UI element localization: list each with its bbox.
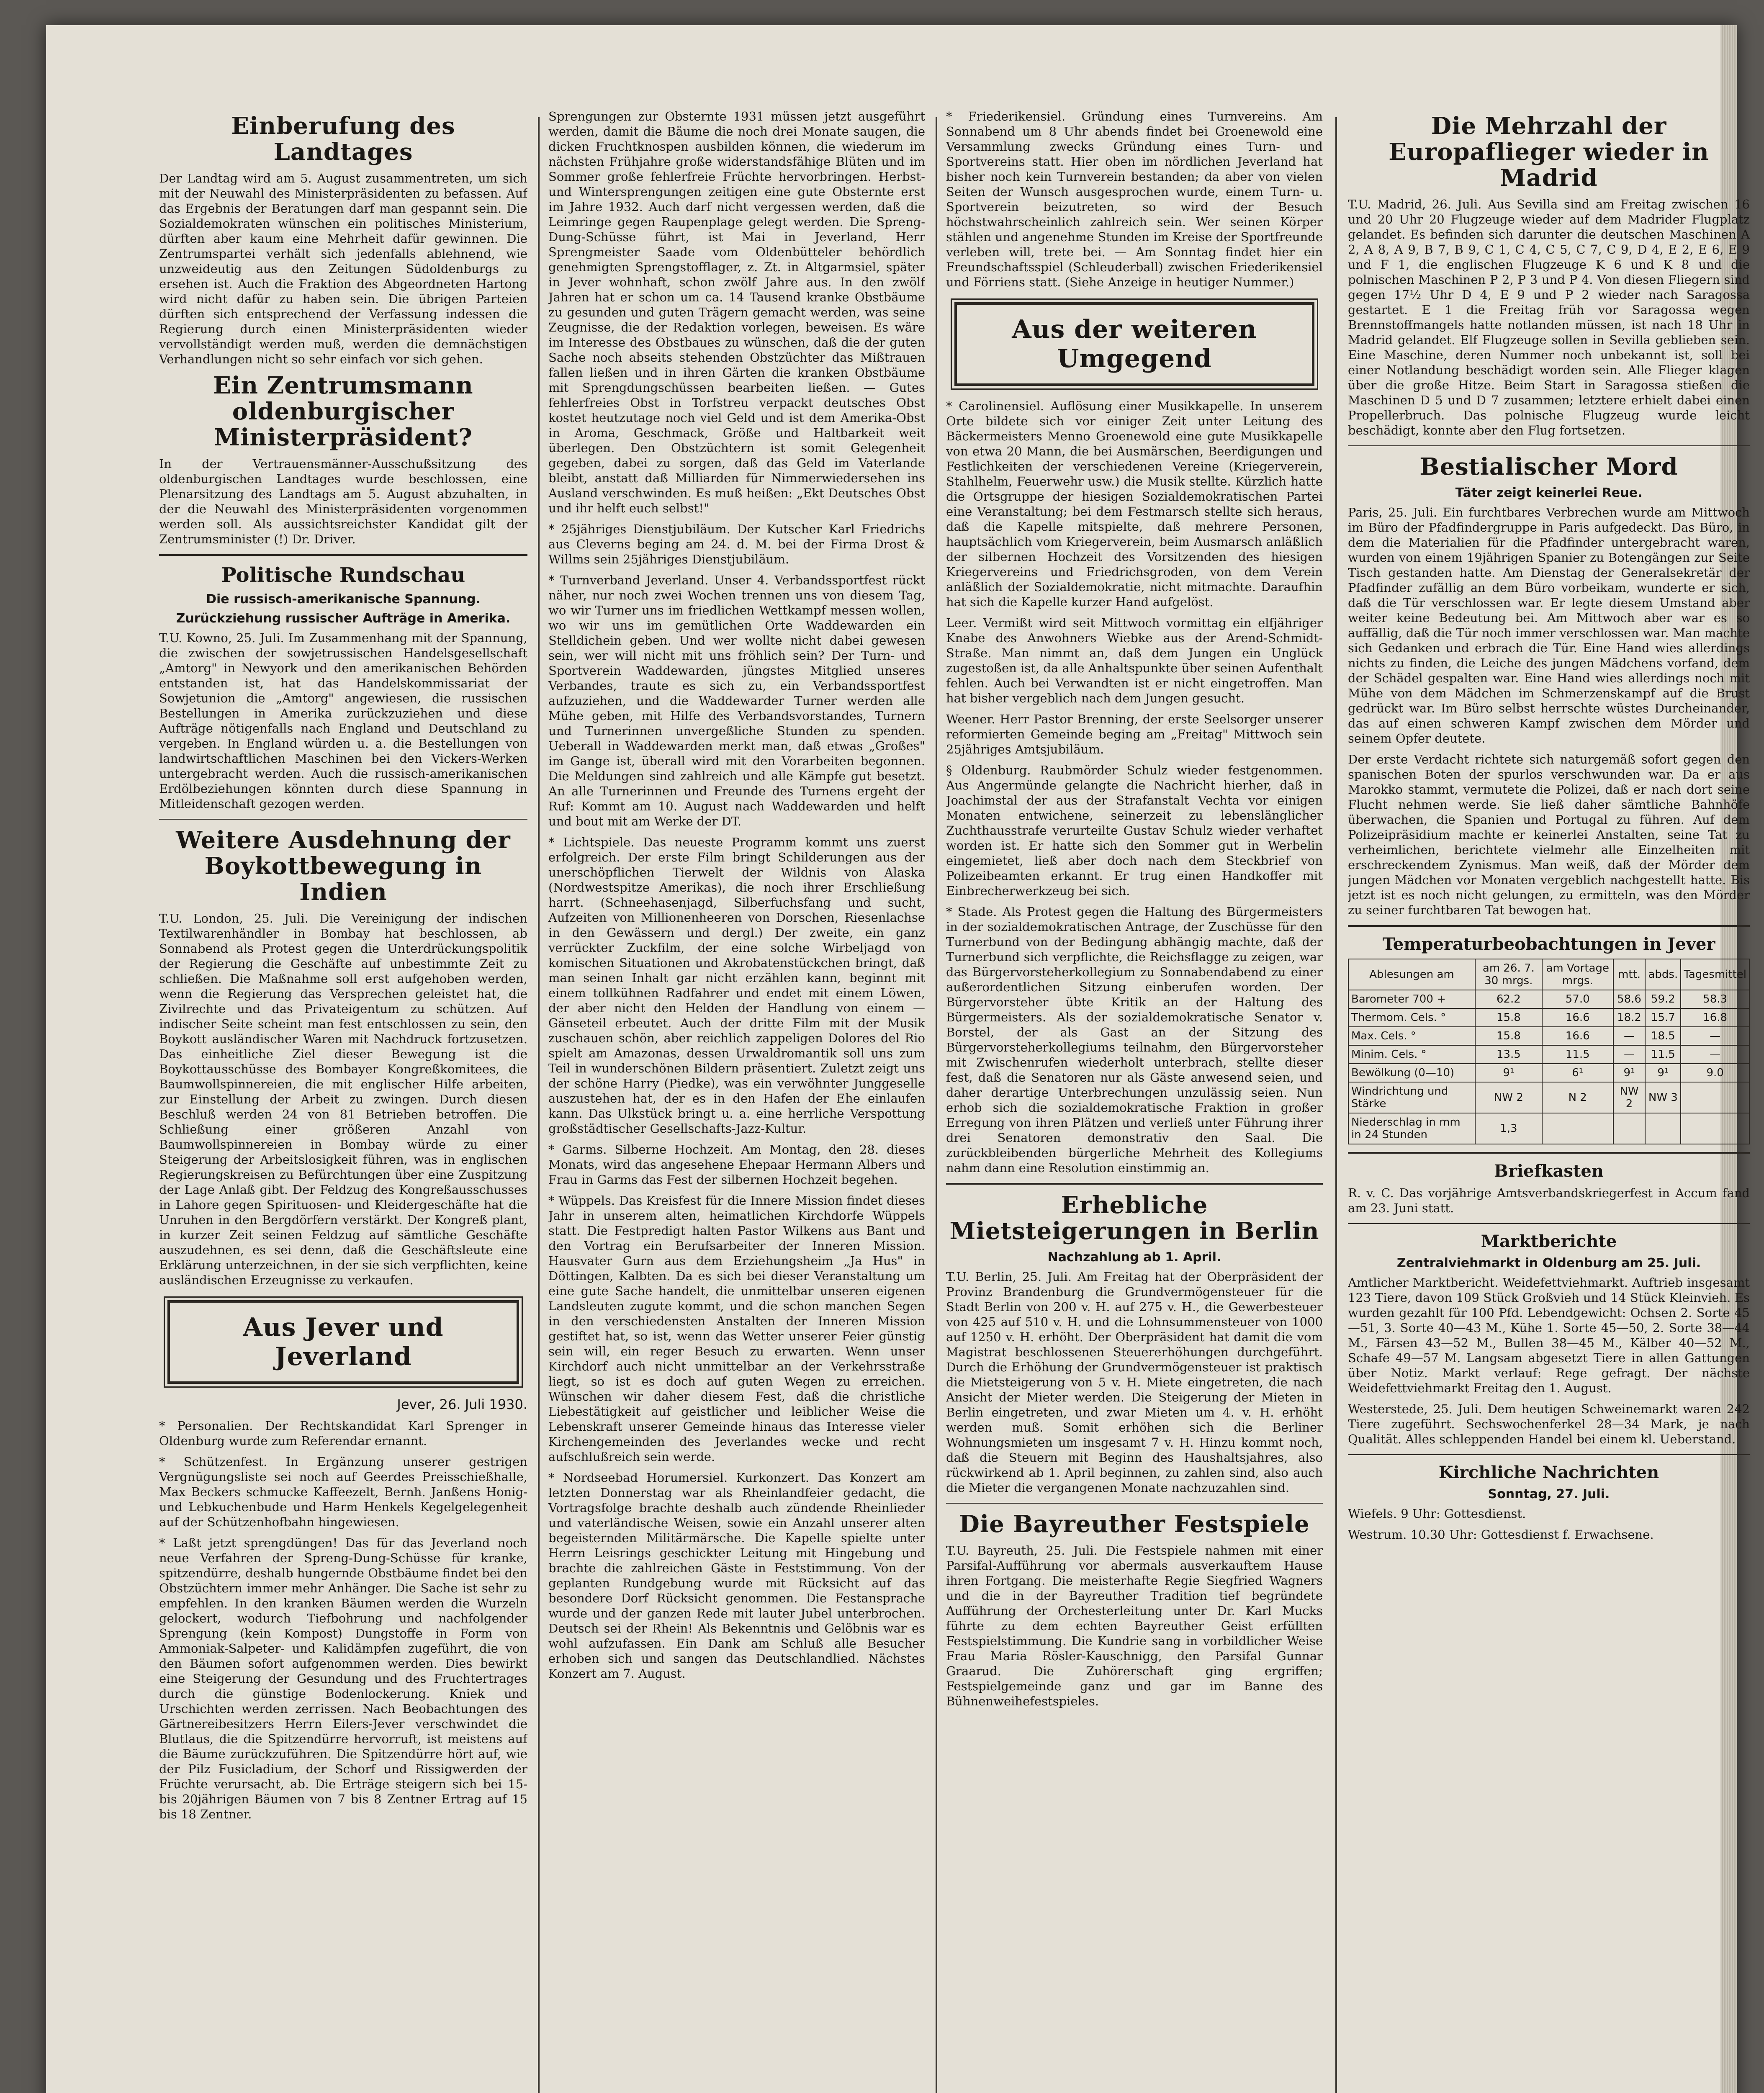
table-row: [1348, 1008, 1749, 1027]
table-cell: —: [1613, 1027, 1646, 1045]
article-garms: * Garms. Silberne Hochzeit. Am Montag, den 28. dieses Monats, wird das angesehene Ehepaar Hermann Albers und Frau in Garms das Fest der silbernen Hochzeit begehen.: [548, 1142, 925, 1187]
table-header-cell: abds.: [1645, 959, 1681, 990]
table-cell: NW 2: [1613, 1082, 1646, 1113]
article-personalien: * Personalien. Der Rechtskandidat Karl Sprenger in Oldenburg wurde zum Referendar ernannt.: [159, 1419, 527, 1448]
divider: [1348, 925, 1750, 927]
headline-kirchliche: Kirchliche Nachrichten: [1438, 1463, 1659, 1482]
article-zentrum: In der Vertrauensmänner-Ausschußsitzung des oldenburgischen Landtages wurde beschlossen, eine Plenarsitzung des Landtags am 5. August abzuhalten, in der die Neuwahl des Ministerpräsidenten vorgenommen werden soll. Als aussichtsreichster Kandidat gilt der Zentrumsminister (!) Dr. Driver.: [159, 457, 527, 546]
table-cell: 1,3: [1475, 1113, 1542, 1144]
article-sprengungen: Sprengungen zur Obsternte 1931 müssen jetzt ausgeführt werden, damit die Bäume die noch drei Monate saugen, die dicken Fruchtknospen ausbilden können, die wiederum im nächsten Frühjahre große widerstandsfähige Blüten und im Sommer große fehlerfreie Früchte hervorbringen. Herbst- und Wintersprengungen zeitigen eine gute Obsternte erst im Jahre 1932. Auch darf nicht vergessen werden, daß die Leimringe gegen Raupenplage gelegt werden. Die Spreng-Dung-Schüsse führt, ist Mai in Jeverland, Herr Sprengmeister Saade vom Oldenbütteler behördlich genehmigten Sprengstofflager, z. Zt. in Altgarmsiel, später in Jever wohnhaft, schon zwölf Jahre aus. In den zwölf Jahren hat er schon um ca. 14 Tausend kranke Obstbäume zu gesunden und guten Trägern gemacht werden, was seine Zeugnisse, die der Redaktion vorlegen, beweisen. Es wäre im Interesse des Obstbaues zu wünschen, daß die der guten Sache noch abseits stehenden Obstzüchter das Mißtrauen fallen ließen und in ihren Gärten die kranken Obstbäume mit Sprengdungschüssen bearbeiten ließen. — Gutes fehlerfreies Obst in Torfstreu verpackt deutsches Obst kostet heutzutage noch viel Geld und ist dem Amerika-Obst in Aroma, Geschmack, Größe und Haltbarkeit weit überlegen. Den Obstzüchtern ist somit Gelegenheit gegeben, dabei zu sorgen, daß das Geld im Vaterlande bleibt, anstatt daß Milliarden für Nimmerwiedersehen ins Ausland verschwinden. Es muß heißen: „Ekt Deutsches Obst und ihr helft euch selbst!": [548, 109, 925, 515]
table-cell: —: [1613, 1045, 1646, 1064]
column-3: [946, 109, 1323, 2093]
table-cell: 16.6: [1542, 1027, 1613, 1045]
article-lichtspiele: * Lichtspiele. Das neueste Programm kommt uns zuerst erfolgreich. Der erste Film bringt Schilderungen aus der unerschöpflichen Tierwelt der Wildnis von Alaska (Nordwestspitze Amerikas), die noch ihrer Erschließung harrt. (Schneehasenjagd, Silberfuchsfang und sucht, Aufzeiten von Millionenheeren von Dorschen, Riesenlachse in den Gewässern und dergl.) Der zweite, ein ganz verrückter Zuckfilm, der eine solche Wirbeljagd von komischen Situationen und Akrobatenstückchen bringt, daß man seinen Inhalt gar nicht erzählen kann, beginnt mit einem tollkühnen Radfahrer und endet mit einem Löwen, der aber nicht den Helden der Handlung von einem — Gänseteil erbeutet. Auch der dritte Film mit der Musik zuschauen schön, aber reichlich zappeligen Dolores del Rio spielt am Amazonas, dessen Urwaldromantik soll uns zum Teil in wunderschönen Bildern präsentiert. Zuletzt zeigt uns der schöne Harry (Piedke), was ein verwöhnter Junggeselle auszustehen hat, der es in den Hafen der Ehe einlaufen kann. Das Ulkstück bringt u. a. eine herrliche Verspottung großstädtischer Gesellschafts-Jazz-Kultur.: [548, 835, 925, 1136]
table-cell: 62.2: [1475, 990, 1542, 1008]
section-banner-umgegend: [954, 302, 1314, 386]
table-cell: 16.8: [1681, 1008, 1749, 1027]
table-header-cell: Tagesmittel: [1681, 959, 1749, 990]
table-cell: [1645, 1113, 1681, 1144]
article-mord-1: Paris, 25. Juli. Ein furchtbares Verbrechen wurde am Mittwoch im Büro der Pfadfindergruppe in Paris aufgedeckt. Das Büro, in dem die Materialien für die Pfadfinder untergebracht waren, wurden von einem 19jährigen Spanier zu Botengängen zur Seite Tisch gestanden hatte. Am Dienstag der Generalsekretär der Pfadfinder zufällig an dem Büro vorbeikam, wunderte er sich, daß die Tür verschlossen war. Er legte diesem Umstand aber weiter keine Bedeutung bei. Am Mittwoch aber war es so auffällig, daß die Tür noch immer verschlossen war. Man machte sich Gedanken und erbrach die Tür. Eine Hand wies allerdings nichts zu finden, die Leiche des jungen Mädchens vorfand, dem der Schädel gespalten war. Eine Hand wies allerdings noch mit Mühe von dem Mädchen im Schmerzenskampf auf die Brust gedrückt war. Im Büro selbst herrschte wüstes Durcheinander, das auf einen schweren Kampf zwischen dem Mörder und seinem Opfer deutete.: [1348, 505, 1750, 746]
table-cell: —: [1681, 1045, 1749, 1064]
table-cell: Max. Cels. °: [1348, 1027, 1475, 1045]
divider: [1348, 1152, 1750, 1154]
table-cell: Thermom. Cels. °: [1348, 1008, 1475, 1027]
table-cell: 15.8: [1475, 1008, 1542, 1027]
table-cell: 16.6: [1542, 1008, 1613, 1027]
article-schuetzenfest: * Schützenfest. In Ergänzung unserer gestrigen Vergnügungsliste sei noch auf Geerdes Preisschießhalle, Max Beckers schmucke Kaffeezelt, Bernh. Janßens Honig- und Lebkuchenbude und Harm Henkels Kegelgelegenheit auf der Schützenhofbahn hingewiesen.: [159, 1455, 527, 1529]
table-cell: 58.3: [1681, 990, 1749, 1008]
table-cell: N 2: [1542, 1082, 1613, 1113]
article-briefkasten: R. v. C. Das vorjährige Amtsverbandskriegerfest in Accum fand am 23. Juni statt.: [1348, 1186, 1750, 1215]
table-cell: 59.2: [1645, 990, 1681, 1008]
column-4: [1348, 109, 1750, 2093]
headline-mord: Bestialischer Mord: [1419, 453, 1678, 481]
article-kirche-2: Westrum. 10.30 Uhr: Gottesdienst f. Erwachsene.: [1348, 1527, 1654, 1542]
table-cell: 57.0: [1542, 990, 1613, 1008]
headline-briefkasten: Briefkasten: [1494, 1161, 1604, 1181]
column-2: [548, 109, 925, 2093]
column-rule: [538, 117, 540, 2093]
table-row: [1348, 1027, 1749, 1045]
table-cell: [1681, 1113, 1749, 1144]
article-bayreuth: T.U. Bayreuth, 25. Juli. Die Festspiele nahmen mit einer Parsifal-Aufführung vor abermals ausverkauftem Hause ihren Fortgang. Die meisterhafte Regie Siegfried Wagners und die in der Bayreuther Tradition tief begründete Aufführung der Orchesterleitung unter Dr. Karl Mucks führte zu dem echten Bayreuther Geist erfüllten Festspielstimmung. Die Kundrie sang in vorbildlicher Weise Frau Maria Rösler-Kauschnigg, den Parsifal Gunnar Graarud. Die Zuhörerschaft ging ergriffen; Festspielgemeinde ganz und gar im Banne des Bühnenweihefestspieles.: [946, 1543, 1323, 1708]
table-cell: Niederschlag in mm in 24 Stunden: [1348, 1113, 1475, 1144]
column-rule: [936, 117, 937, 2093]
headline-landtag: Einberufung des Landtages: [231, 112, 455, 166]
headline-jever: Aus Jever und Jeverland: [243, 1313, 444, 1371]
table-cell: [1613, 1113, 1646, 1144]
section-banner-jever: [167, 1300, 519, 1384]
headline-umgegend: Aus der weiteren Umgegend: [1012, 315, 1257, 373]
divider: [946, 1503, 1323, 1504]
article-turnverband: * Turnverband Jeverland. Unser 4. Verbandssportfest rückt näher, nur noch zwei Wochen trennen uns von diesem Tag, wo wir Turner uns im friedlichen Wettkampf messen wollen, wo wir uns im gemütlichen Orte Waddewarden ein Stelldichein geben. Und wer wollte nicht dabei gewesen sein, wer will nicht mit uns fröhlich sein? Der Turn- und Sportverein Waddewarden, jüngstes Mitglied unseres Verbandes, traute es sich zu, ein Verbandssportfest aufzuziehen, und die Waddewarder Turner werden alle Mühe geben, mit Hilfe des Verbandsvorstandes, Turnern und Turnerinnen unvergeßliche Stunden zu spenden. Ueberall in Waddewarden merkt man, daß etwas „Großes" im Gange ist, überall wird mit den Vorarbeiten begonnen. Die Meldungen sind zahlreich und alle Kämpfe gut besetzt. An alle Turnerinnen und Freunde des Turnens ergeht der Ruf: Kommt am 10. August nach Waddewarden und helft und bout mit am Werke der DT.: [548, 573, 925, 828]
table-header-cell: Ablesungen am: [1348, 959, 1475, 990]
table-cell: Minim. Cels. °: [1348, 1045, 1475, 1064]
dateline-jever: Jever, 26. Juli 1930.: [397, 1396, 527, 1412]
column-rule: [1335, 117, 1337, 2093]
table-cell: 18.2: [1613, 1008, 1646, 1027]
table-row: [1348, 1045, 1749, 1064]
table-row: [1348, 1082, 1749, 1113]
headline-bayreuth: Die Bayreuther Festspiele: [959, 1510, 1310, 1538]
headline-mietsteigerungen: Erhebliche Mietsteigerungen in Berlin: [949, 1191, 1319, 1245]
table-header-cell: am Vortage mrgs.: [1542, 959, 1613, 990]
table-cell: NW 3: [1645, 1082, 1681, 1113]
article-leer: Leer. Vermißt wird seit Mittwoch vormittag ein elfjähriger Knabe des Anwohners Wiebke aus der Arend-Schmidt-Straße. Man nimmt an, daß dem Jungen ein Unglück zugestoßen ist, da alle Anhaltspunkte über seinen Aufenthalt fehlen. Auch bei Verwandten ist er nicht eingetroffen. Man hat bisher vergeblich nach dem Jungen gesucht.: [946, 616, 1323, 705]
table-cell: 15.8: [1475, 1027, 1542, 1045]
table-cell: 13.5: [1475, 1045, 1542, 1064]
temperature-table: [1348, 959, 1750, 1144]
article-boykott: T.U. London, 25. Juli. Die Vereinigung der indischen Textilwarenhändler in Bombay hat beschlossen, ab Sonnabend als Protest gegen die Unterdrückungspolitik der Regierung die Geschäfte auf unbestimmte Zeit zu schließen. Die Maßnahme soll erst aufgehoben werden, wenn die Regierung das Versprechen geleistet hat, die Zivilrechte und das Privateigentum zu schützen. Auf indischer Seite scheint man fest entschlossen zu sein, den Boykott ausländischer Waren mit Nachdruck fortzusetzen. Das einheitliche Ziel dieser Bewegung ist die Boykottausschüsse des Bombayer Kongreßkomitees, die Baumwollspinnereien, die mit englischer Hilfe arbeiten, zur Einstellung der Arbeit zu zwingen. Durch diesen Beschluß werden 24 von 81 Betrieben betroffen. Die Schließung einer größeren Anzahl von Baumwollspinnereien in Bombay würde zu einer Steigerung der Arbeitslosigkeit führen, was in englischen Regierungskreisen zu Befürchtungen über eine Zuspitzung der Lage Anlaß gibt. Der Feldzug des Kongreßausschusses in Lahore gegen Spirituosen- und Kleidergeschäfte hat die Unruhen in den Bergdörfern verstärkt. Der Kongreß plant, in kurzer Zeit seinen Feldzug auf sämtliche Geschäfte auszudehnen, es sei denn, daß die Geschäftsleute eine Erklärung unterzeichnen, in der sie sich verpflichten, keine ausländischen Erzeugnisse zu verkaufen.: [159, 911, 527, 1287]
table-cell: 58.6: [1613, 990, 1646, 1008]
article-oldenburg: § Oldenburg. Raubmörder Schulz wieder festgenommen. Aus Angermünde gelangte die Nachricht hierher, daß in Joachimstal der aus der Strafanstalt Vechta vor einigen Monaten entwichene, seinerzeit zu lebenslänglicher Zuchthausstrafe verurteilte Gustav Schulz wieder verhaftet worden ist. Er hatte sich den Sommer gut in Werbelin eingemietet, ließ aber doch nach dem Steckbrief von Polizeibeamten erkannt. Er trug einen Handkoffer mit Einbrecherwerkzeug bei sich.: [946, 763, 1323, 898]
article-markt-2: Westerstede, 25. Juli. Dem heutigen Schweinemarkt waren 242 Tiere zugeführt. Sechswochenferkel 28—34 Mark, je nach Qualität. Alles schleppenden Handel bei einem kl. Ueberstand.: [1348, 1402, 1750, 1446]
table-cell: [1542, 1113, 1613, 1144]
subheadline-rundschau-2: Zurückziehung russischer Aufträge in Amerika.: [176, 611, 511, 626]
article-friederikensiel: * Friederikensiel. Gründung eines Turnvereins. Am Sonnabend um 8 Uhr abends findet bei Groenewold eine Versammlung zwecks Gründung eines Turn- und Sportvereins statt. Hier oben im nördlichen Jeverland hat bisher noch kein Turnverein bestanden; da aber von vielen Seiten der Wunsch ausgesprochen wurde, einem Turn- u. Sportverein beizutreten, so wird der Besuch höchstwahrscheinlich zahlreich sein. Wer seinen Körper stählen und angenehme Stunden im Kreise der Sportfreunde verleben will, trete bei. — Am Sonntag findet hier ein Freundschaftsspiel (Schleuderball) zwischen Friederikensiel und Förriens statt. (Siehe Anzeige in heutiger Nummer.): [946, 109, 1323, 289]
table-cell: [1681, 1082, 1749, 1113]
table-header-cell: am 26. 7. 30 mrgs.: [1475, 959, 1542, 990]
headline-temperatur: Temperaturbeobachtungen in Jever: [1382, 934, 1715, 954]
table-row: [1348, 1064, 1749, 1082]
article-horumersiel: * Nordseebad Horumersiel. Kurkonzert. Das Konzert am letzten Donnerstag war als Rheinlandfeier gedacht, die Vortragsfolge brachte deshalb auch zündende Rheinlieder und vaterländische Weisen, sowie ein Anzahl unserer alten begeisternden Militärmärsche. Die Kapelle spielte unter Herrn Leisrings geschickter Leitung mit Hingebung und brachte die zahlreichen Gäste in Feststimmung. Von der geplanten Rundgebung wurde mit Rücksicht auf das besondere Dorf Rücksicht genommen. Die Festansprache wurde und der ganzen Rede mit lauter Jubel unterbrochen. Deutsch sei der Rhein! Als Bekenntnis und Gelöbnis war es wohl aufzufassen. Ein Dank am Schluß alle Besucher erhoben sich und sangen das Deutschlandlied. Nächstes Konzert am 7. August.: [548, 1471, 925, 1681]
table-cell: 11.5: [1542, 1045, 1613, 1064]
table-cell: 6¹: [1542, 1064, 1613, 1082]
divider: [159, 554, 527, 556]
table-cell: Barometer 700 +: [1348, 990, 1475, 1008]
headline-rundschau: Politische Rundschau: [221, 563, 465, 587]
table-cell: 9¹: [1645, 1064, 1681, 1082]
subheadline-marktberichte: Zentralviehmarkt in Oldenburg am 25. Juli.: [1396, 1256, 1701, 1270]
article-rundschau: T.U. Kowno, 25. Juli. Im Zusammenhang mit der Spannung, die zwischen der sowjetrussischen Handelsgesellschaft „Amtorg" in Newyork und den amerikanischen Behörden entstanden ist, hat das Handelskommissariat der Sowjetunion die „Amtorg" angewiesen, die russischen Bestellungen in Amerika zurückzuziehen und diese Aufträge nötigenfalls nach England und Deutschland zu vergeben. In England würden u. a. die Bestellungen von landwirtschaftlichen Maschinen bei den Vickers-Werken untergebracht werden. Auch die russisch-amerikanischen Erdölbeziehungen könnten durch diese Spannung in Mitleidenschaft gezogen werden.: [159, 631, 527, 811]
subheadline-mietsteigerungen: Nachzahlung ab 1. April.: [1047, 1250, 1221, 1265]
article-markt-1: Amtlicher Marktbericht. Weidefettviehmarkt. Auftrieb insgesamt 123 Tiere, davon 109 Stück Großvieh und 14 Stück Kleinvieh. Es wurden gezahlt für 100 Pfd. Lebendgewicht: Ochsen 2. Sorte 45—51, 3. Sorte 40—43 M., Kühe 1. Sorte 45—50, 2. Sorte 38—44 M., Färsen 43—52 M., Bullen 38—45 M., Kälber 40—52 M., Schafe 49—57 M. Langsam abgesetzt Tiere in allen Gattungen über Notiz. Markt verlauf: Rege gefragt. Der nächste Weidefettviehmarkt Freitag den 1. August.: [1348, 1275, 1750, 1395]
article-stade: * Stade. Als Protest gegen die Haltung des Bürgermeisters in der sozialdemokratischen Antrage, der Zuschüsse für den Turnerbund von der Bedingung abhängig machte, daß der Turnerbund sich verpflichte, die Reichsflagge zu zeigen, war das Bürgervorsteherkollegium zu Sonnabendabend zu einer außerordentlichen Sitzung einberufen worden. Der Bürgervorsteher übte Kritik an der Haltung des Bürgermeisters. Als der sozialdemokratische Senator v. Borstel, der als Gast an der Sitzung des Bürgervorsteherkollegiums teilnahm, den Bürgervorsteher mit Zwischenrufen wiederholt unterbrach, stellte dieser fest, daß die Senatoren nur als Gäste anwesend seien, und daher derartige Unterbrechungen unzulässig seien. Nun erhob sich die sozialdemokratische Fraktion in großer Erregung von ihren Plätzen und verließ unter Führung ihrer drei Senatoren demonstrativ den Saal. Die zurückbleibenden bürgerliche Mehrheit des Kollegiums nahm dann eine Resolution einstimmig an.: [946, 905, 1323, 1175]
table-row: [1348, 990, 1749, 1008]
table-cell: 11.5: [1645, 1045, 1681, 1064]
article-europaflieger: T.U. Madrid, 26. Juli. Aus Sevilla sind am Freitag zwischen 16 und 20 Uhr 20 Flugzeuge wieder auf dem Madrider Flugplatz gelandet. Es befinden sich darunter die deutschen Maschinen A 2, A 8, A 9, B 7, B 9, C 1, C 4, C 5, C 7, C 9, D 4, E 2, E 6, E 9 und F 1, die englischen Flugzeuge K 6 und K 8 und die polnischen Maschinen P 2, P 3 und P 4. Von diesen Fliegern sind gegen 17½ Uhr D 4, E 9 und P 2 wieder nach Saragossa gestartet. E 1 die Freitag früh vor Saragossa wegen Brennstoffmangels hatte notlanden müssen, ist nach 18 Uhr in Madrid gelandet. Elf Flugzeuge sollen in Sevilla geblieben sein. Eine Maschine, deren Nummer noch unbekannt ist, soll bei einer Notlandung beschädigt worden sein. Alle Flieger klagen über die große Hitze. Beim Start in Saragossa stießen die Maschinen D 5 und D 7 zusammen; letztere erhielt dabei einen Propellerbruch. Das polnische Flugzeug wurde leicht beschädigt, konnte aber den Flug fortsetzen.: [1348, 197, 1750, 437]
article-sprengduengen: * Laßt jetzt sprengdüngen! Das für das Jeverland noch neue Verfahren der Spreng-Dung-Schüsse für kranke, spitzendürre, deshalb hungernde Obstbäume findet bei den Obstzüchtern immer mehr Anhänger. Die Sache ist sehr zu empfehlen. In den kranken Bäumen werden die Wurzeln gelockert, wodurch Tiefbohrung und nachfolgender Sprengung (kein Kompost) Dungstoffe in Form von Ammoniak-Salpeter- und Kalidämpfen zugeführt, die von den Bäumen sofort aufgenommen werden. Dies bewirkt eine Steigerung der Gesundung und des Fruchtertrages durch die günstige Bodenlockerung. Kniek und Urschichten werden zerrissen. Nach Beobachtungen des Gärtnereibesitzers Herrn Eilers-Jever verschwindet die Blutlaus, die die Spitzendürre hervorruft, ist meistens auf die Bäume zurückzuführen. Die Spitzendürre hört auf, wie der Pilz Fusicladium, der Schorf und Rissigwerden der Früchte verursacht, ab. Die Erträge steigern sich bei 15- bis 20jährigen Bäumen von 7 bis 8 Zentner Ertrag auf 15 bis 18 Zentner.: [159, 1536, 527, 1821]
table-cell: 15.7: [1645, 1008, 1681, 1027]
article-carolinensiel: * Carolinensiel. Auflösung einer Musikkapelle. In unserem Orte bildete sich vor einiger Zeit unter Leitung des Bäckermeisters Menno Groenewold eine gute Musikkapelle von etwa 20 Mann, die bei Ausmärschen, Beerdigungen und Festlichkeiten der verschiedenen Vereine (Kriegerverein, Stahlhelm, Feuerwehr usw.) die Musik stellte. Kürzlich hatte die Ortsgruppe der hiesigen Sozialdemokratischen Partei eine Veranstaltung; bei dem Festmarsch stellte sich heraus, daß die Kapelle mitspielte, daß mehrere Personen, hauptsächlich vom Kriegerverein, beim Ausmarsch anläßlich der silbernen Hochzeit des Vorsitzenden des hiesigen Kriegervereins und Friedrichsgroden, von dem Verein anläßlich der Sozialdemokratie, nicht mitmachte. Daraufhin hat sich die Kapelle kurzer Hand aufgelöst.: [946, 399, 1323, 609]
divider: [159, 819, 527, 820]
subheadline-mord: Täter zeigt keinerlei Reue.: [1455, 486, 1643, 500]
headline-europaflieger: Die Mehrzahl der Europaflieger wieder in Madrid: [1389, 112, 1709, 192]
subheadline-kirchliche: Sonntag, 27. Juli.: [1488, 1487, 1610, 1502]
table-cell: Bewölkung (0—10): [1348, 1064, 1475, 1082]
table-cell: 9.0: [1681, 1064, 1749, 1082]
article-mord-2: Der erste Verdacht richtete sich naturgemäß sofort gegen den spanischen Boten der spurlos verschwunden war. Da er aus Marokko stammt, vermutete die Polizei, daß er nach dort seine Flucht nehmen werde. Sie ließ daher sämtliche Bahnhöfe überwachen, die Spanien und Portugal zu führen. Auf dem Polizeipräsidium machte er keinerlei Anstalten, seine Tat zu verheimlichen, berichtete vielmehr alle Einzelheiten mit erschreckendem Zynismus. Man weiß, daß der Mörder dem jungen Mädchen vor Monaten vergeblich nachgestellt hatte. Bis jetzt ist es noch nicht gelungen, zu ermitteln, was den Mörder zu seiner furchtbaren Tat bewogen hat.: [1348, 752, 1750, 917]
column-1: [159, 109, 527, 2093]
table-cell: 18.5: [1645, 1027, 1681, 1045]
table-cell: —: [1681, 1027, 1749, 1045]
table-cell: Windrichtung und Stärke: [1348, 1082, 1475, 1113]
article-dienstjubilaeum: * 25jähriges Dienstjubiläum. Der Kutscher Karl Friedrichs aus Cleverns beging am 24. d. M. bei der Firma Drost & Willms sein 25jähriges Dienstjubiläum.: [548, 522, 925, 566]
article-landtag: Der Landtag wird am 5. August zusammentreten, um sich mit der Neuwahl des Ministerpräsidenten zu befassen. Auf das Ergebnis der Beratungen darf man gespannt sein. Die Sozialdemokraten wünschen ein politisches Ministerium, dürften aber kaum eine Mehrheit dafür gewinnen. Die Zentrumspartei verhält sich jedenfalls ablehnend, wie unzweideutig aus den Zeitungen Südoldenburgs zu ersehen ist. Auch die Fraktion des Abgeordneten Hartong wird nicht dafür zu haben sein. Die übrigen Parteien dürften sich entsprechend der Verfassung indessen die Regierung durch einen Ministerpräsidenten wieder vervollständigt werden muß, werden die demnächstigen Verhandlungen nicht so sehr einfach vor sich gehen.: [159, 171, 527, 366]
headline-zentrum: Ein Zentrumsmann oldenburgischer Ministerpräsident?: [213, 372, 473, 451]
table-cell: 9¹: [1475, 1064, 1542, 1082]
table-header-cell: mtt.: [1613, 959, 1646, 990]
divider: [1348, 1223, 1750, 1224]
newspaper-content: [159, 109, 1750, 2093]
table-cell: 9¹: [1613, 1064, 1646, 1082]
headline-boykott: Weitere Ausdehnung der Boykottbewegung in Indien: [176, 826, 511, 906]
article-weener: Weener. Herr Pastor Brenning, der erste Seelsorger unserer reformierten Gemeinde beging am „Freitag" Mittwoch sein 25jähriges Amtsjubiläum.: [946, 712, 1323, 756]
table-row: [1348, 1113, 1749, 1144]
article-wueppels: * Wüppels. Das Kreisfest für die Innere Mission findet dieses Jahr in unserem alten, heimatlichen Kirchdorfe Wüppels statt. Die Festpredigt halten Pastor Wilkens aus Bant und den Vortrag ein Berufsarbeiter der Inneren Mission. Hausvater Gurn aus dem Erziehungsheim „Ja Hus" in Döttingen, Kalbten. Da es sich bei dieser Veranstaltung um eine gute Sache handelt, die unmittelbar unseren eigenen Landsleuten zugute kommt, und die schon manchen Segen in den verschiedensten Anstalten der Inneren Mission gestiftet hat, so ist, wenn das Wetter unserer Feier günstig sein will, ein reger Besuch zu erwarten. Wenn unser Kirchdorf auch nicht unmittelbar an der Verkehrsstraße liegt, so ist es doch auf guten Wegen zu erreichen. Wünschen wir daher diesem Fest, daß die christliche Liebestätigkeit auf geistlicher und leiblicher Weise die Lebenskraft unserer Gemeinde hinaus das Interesse vieler Kirchengemeinden des Jeverlandes wecke und recht aufschlußreich sein werde.: [548, 1193, 925, 1464]
table-header-row: [1348, 959, 1749, 990]
article-kirche-1: Wiefels. 9 Uhr: Gottesdienst.: [1348, 1507, 1526, 1521]
divider: [1348, 1454, 1750, 1455]
table-cell: NW 2: [1475, 1082, 1542, 1113]
divider: [1348, 445, 1750, 446]
headline-marktberichte: Marktberichte: [1481, 1232, 1617, 1251]
divider: [946, 1183, 1323, 1185]
article-mietsteigerungen: T.U. Berlin, 25. Juli. Am Freitag hat der Oberpräsident der Provinz Brandenburg die Grundvermögensteuer für die Stadt Berlin von 200 v. H. auf 275 v. H., die Gewerbesteuer von 425 auf 510 v. H. und die Lohnsummensteuer von 1000 auf 1250 v. H. erhöht. Der Oberpräsident hat damit die vom Magistrat beschlossenen Steuererhöhungen durchgeführt. Durch die Erhöhung der Grundvermögensteuer ist praktisch die Mietsteigerung von 5 v. H. Miete eingetreten, die nach Ansicht der Mieter werden. Die Steigerung der Mieten in Berlin eingetreten, und zwar Mieten um 4. v. H. erhöht werden muß. Somit erhöhen sich die Berliner Wohnungsmieten um insgesamt 7 v. H. Hinzu kommt noch, daß die Steuern mit Beginn des Haushaltsjahres, also rückwirkend ab 1. April beginnen, zu zahlen sind, also auch die Mieter die vergangenen Monate nachzuzahlen sind.: [946, 1270, 1323, 1495]
subheadline-rundschau: Die russisch-amerikanische Spannung.: [206, 592, 481, 607]
